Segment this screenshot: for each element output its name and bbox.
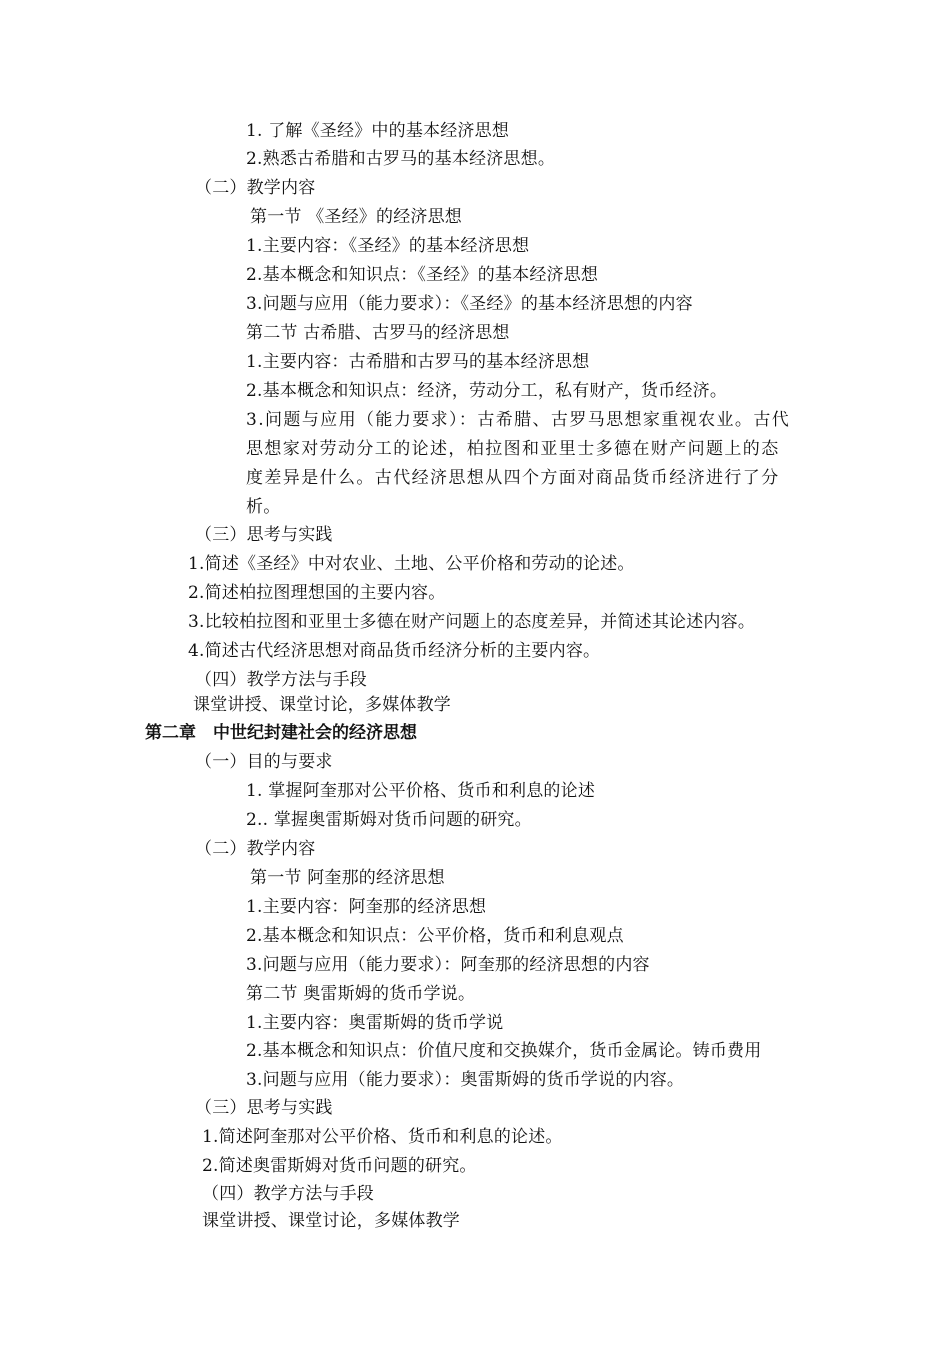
ch1-content-heading: （二）教学内容 [195, 178, 316, 198]
ch2-section-1-title: 第一节 阿奎那的经济思想 [250, 868, 445, 888]
ch1-section-2-title: 第二节 古希腊、古罗马的经济思想 [246, 323, 510, 343]
ch2-goals-heading: （一）目的与要求 [195, 752, 333, 772]
ch1-section-1-item-1: 1.主要内容：《圣经》的基本经济思想 [246, 236, 530, 256]
ch1-practice-item-2: 2.简述柏拉图理想国的主要内容。 [188, 583, 446, 603]
ch1-section-1-item-3: 3.问题与应用（能力要求）：《圣经》的基本经济思想的内容 [246, 294, 693, 314]
ch1-section-2-item-3: 3.问题与应用（能力要求）：古希腊、古罗马思想家重视农业。古代 [246, 410, 791, 430]
ch2-methods-heading: （四）教学方法与手段 [202, 1184, 374, 1204]
ch1-section-2-item-3-cont-1: 思想家对劳动分工的论述，柏拉图和亚里士多德在财产问题上的态 [246, 439, 780, 459]
ch1-section-1-title: 第一节 《圣经》的经济思想 [250, 207, 463, 227]
ch1-goal-1: 1. 了解《圣经》中的基本经济思想 [246, 121, 510, 141]
ch1-methods-text: 课堂讲授、课堂讨论，多媒体教学 [193, 695, 451, 715]
ch2-practice-heading: （三）思考与实践 [195, 1098, 333, 1118]
ch2-goal-1: 1. 掌握阿奎那对公平价格、货币和利息的论述 [246, 781, 596, 801]
ch1-section-2-item-3-cont-2: 度差异是什么。古代经济思想从四个方面对商品货币经济进行了分 [246, 468, 780, 488]
ch2-section-2-item-1: 1.主要内容：奥雷斯姆的货币学说 [246, 1013, 504, 1033]
ch2-practice-item-2: 2.简述奥雷斯姆对货币问题的研究。 [202, 1156, 477, 1176]
ch1-practice-heading: （三）思考与实践 [195, 525, 333, 545]
ch1-section-2-item-1: 1.主要内容：古希腊和古罗马的基本经济思想 [246, 352, 590, 372]
ch2-section-1-item-3: 3.问题与应用（能力要求）：阿奎那的经济思想的内容 [246, 955, 650, 975]
ch2-goal-2: 2.. 掌握奥雷斯姆对货币问题的研究。 [246, 810, 532, 830]
ch1-practice-item-3: 3.比较柏拉图和亚里士多德在财产问题上的态度差异，并简述其论述内容。 [188, 612, 756, 632]
ch2-section-1-item-2: 2.基本概念和知识点：公平价格，货币和利息观点 [246, 926, 624, 946]
ch1-goal-2: 2.熟悉古希腊和古罗马的基本经济思想。 [246, 149, 556, 169]
ch1-section-1-item-2: 2.基本概念和知识点：《圣经》的基本经济思想 [246, 265, 599, 285]
ch1-methods-heading: （四）教学方法与手段 [195, 670, 367, 690]
ch2-section-1-item-1: 1.主要内容：阿奎那的经济思想 [246, 897, 487, 917]
ch1-practice-item-4: 4.简述古代经济思想对商品货币经济分析的主要内容。 [188, 641, 601, 661]
ch2-practice-item-1: 1.简述阿奎那对公平价格、货币和利息的论述。 [202, 1127, 563, 1147]
ch1-section-2-item-2: 2.基本概念和知识点：经济，劳动分工，私有财产，货币经济。 [246, 381, 728, 401]
ch2-title: 第二章 中世纪封建社会的经济思想 [145, 723, 417, 743]
ch2-section-2-item-2: 2.基本概念和知识点：价值尺度和交换媒介，货币金属论。铸币费用 [246, 1041, 762, 1061]
ch2-content-heading: （二）教学内容 [195, 839, 316, 859]
ch1-section-2-item-3-cont-3: 析。 [246, 497, 281, 517]
ch2-section-2-item-3: 3.问题与应用（能力要求）：奥雷斯姆的货币学说的内容。 [246, 1070, 685, 1090]
ch2-section-2-title: 第二节 奥雷斯姆的货币学说。 [246, 984, 476, 1004]
ch2-methods-text: 课堂讲授、课堂讨论，多媒体教学 [202, 1211, 460, 1231]
ch1-practice-item-1: 1.简述《圣经》中对农业、土地、公平价格和劳动的论述。 [188, 554, 635, 574]
